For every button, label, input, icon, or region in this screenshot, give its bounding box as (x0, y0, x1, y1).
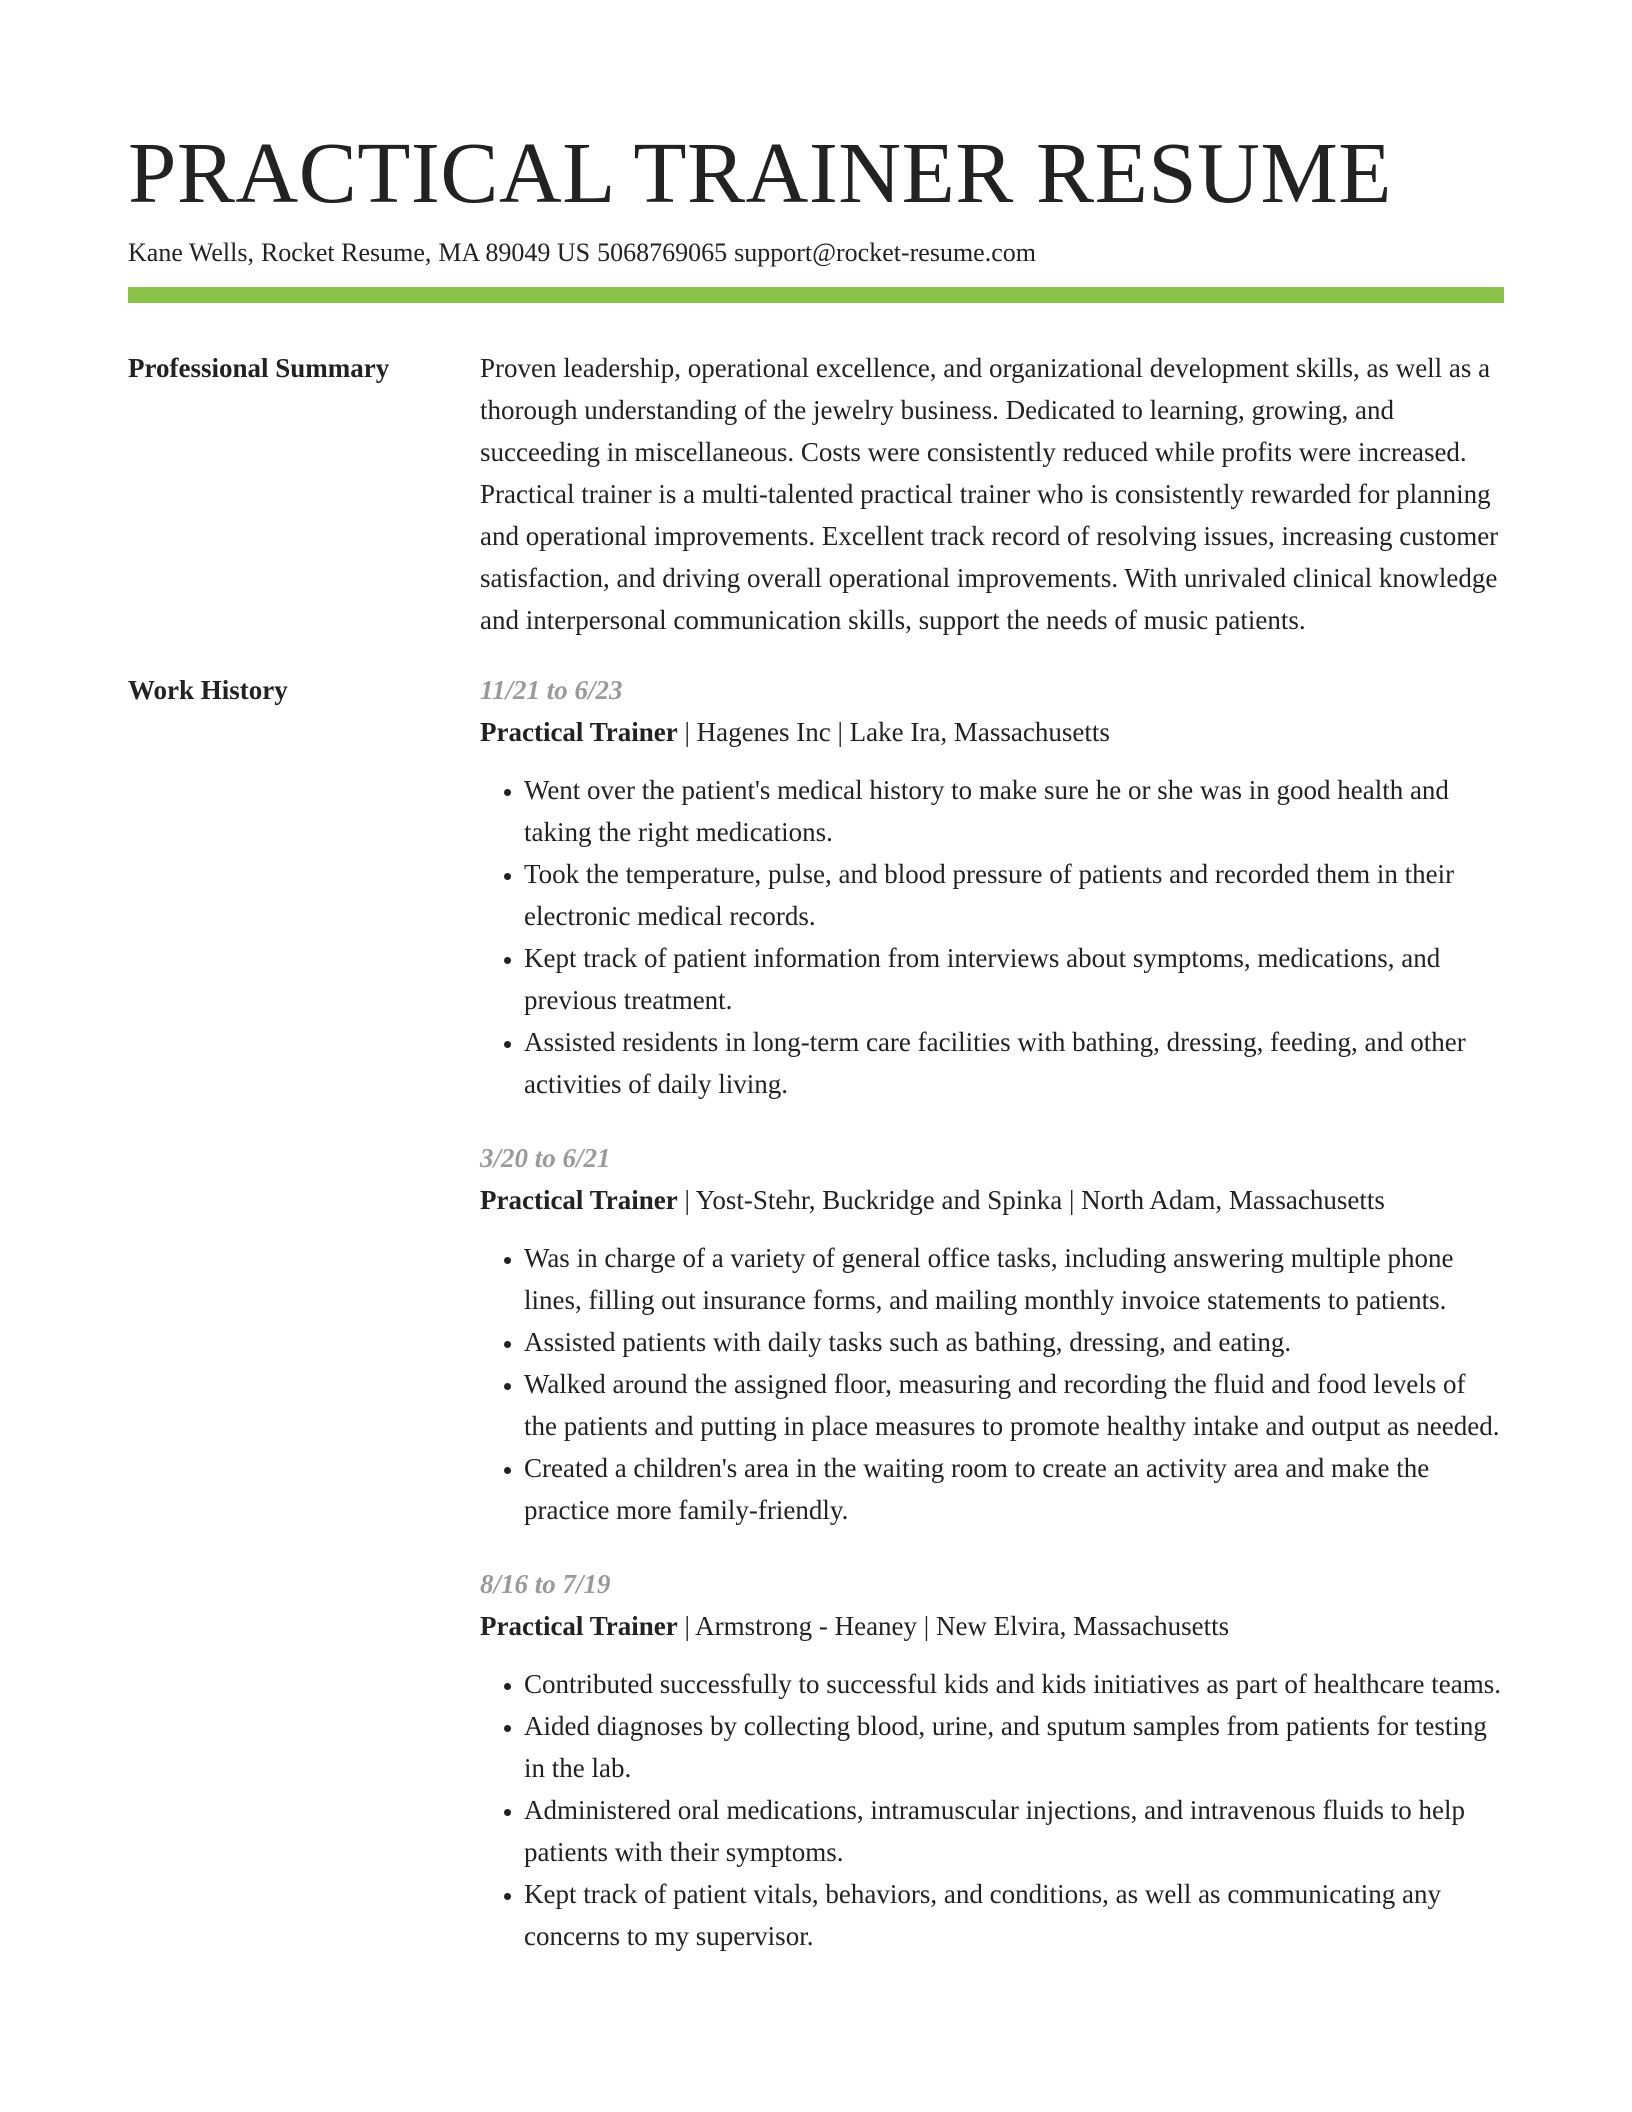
work-history-section (128, 673, 1504, 1989)
job-entry (480, 1563, 1504, 1957)
job-dates: 11/21 to 6/23 (480, 675, 623, 705)
job-bullet: • Was in charge of a variety of general office tasks, including answering multiple phone lines, filling out insurance forms, and mailing monthly invoice statements to patients. (524, 1237, 1504, 1321)
job-dates: 8/16 to 7/19 (480, 1569, 611, 1599)
job-bullet: • Contributed successfully to successful kids and kids initiatives as part of healthcare teams. (524, 1663, 1504, 1705)
job-bullet: • Went over the patient's medical history to make sure he or she was in good health and taking the right medications. (524, 769, 1504, 853)
job-bullet: • Took the temperature, pulse, and blood pressure of patients and recorded them in their electronic medical records. (524, 853, 1504, 937)
job-role: Practical Trainer (480, 717, 678, 747)
job-role: Practical Trainer (480, 1611, 678, 1641)
contact-company: Rocket Resume, (260, 238, 432, 267)
job-bullet: • Kept track of patient vitals, behaviors, and conditions, as well as communicating any concerns to my supervisor. (524, 1873, 1504, 1957)
resume-page (128, 0, 1504, 1989)
job-bullet: • Walked around the assigned floor, measuring and recording the fluid and food levels of the patients and putting in place measures to promote healthy intake and output as needed. (524, 1363, 1504, 1447)
job-role: Practical Trainer (480, 1185, 678, 1215)
job-bullet: • Aided diagnoses by collecting blood, urine, and sputum samples from patients for testing in the lab. (524, 1705, 1504, 1789)
job-bullet: • Assisted residents in long-term care facilities with bathing, dressing, feeding, and other activities of daily living. (524, 1021, 1504, 1105)
job-bullets (480, 1663, 1504, 1957)
contact-line (128, 236, 1504, 270)
resume-title: PRACTICAL TRAINER RESUME (128, 124, 1392, 221)
job-details: | Hagenes Inc | Lake Ira, Massachusetts (677, 717, 1110, 747)
job-bullet: • Created a children's area in the waiting room to create an activity area and make the practice more family-friendly. (524, 1447, 1504, 1531)
job-title-line (480, 711, 1504, 753)
contact-name: Kane Wells, (128, 238, 254, 267)
job-title-line (480, 1605, 1504, 1647)
job-dates: 3/20 to 6/21 (480, 1143, 611, 1173)
summary-text: Proven leadership, operational excellence, and organizational development skills, as well as a thorough understanding of the jewelry business. Dedicated to learning, growing, and succeeding in miscellaneous. Costs were consistently reduced while profits were increased. Practical trainer is a multi-talented practical trainer who is consistently rewarded for planning and operational improvements. Excellent track record of resolving issues, increasing customer satisfaction, and driving overall operational improvements. With unrivaled clinical knowledge and interpersonal communication skills, support the needs of music patients. (480, 353, 1499, 635)
contact-email: support@rocket-resume.com (734, 238, 1036, 267)
summary-section (128, 351, 1504, 641)
job-title-line (480, 1179, 1504, 1221)
job-bullet: • Assisted patients with daily tasks such as bathing, dressing, and eating. (524, 1321, 1504, 1363)
contact-location: MA 89049 US (438, 238, 591, 267)
work-history-label: Work History (128, 675, 288, 705)
contact-phone: 5068769065 (597, 238, 728, 267)
job-entry (480, 1137, 1504, 1531)
job-bullets (480, 769, 1504, 1105)
job-bullet: • Kept track of patient information from interviews about symptoms, medications, and previous treatment. (524, 937, 1504, 1021)
job-bullet: • Administered oral medications, intramuscular injections, and intravenous fluids to help patients with their symptoms. (524, 1789, 1504, 1873)
summary-label: Professional Summary (128, 353, 390, 383)
job-details: | Armstrong - Heaney | New Elvira, Massachusetts (677, 1611, 1230, 1641)
job-details: | Yost-Stehr, Buckridge and Spinka | North Adam, Massachusetts (677, 1185, 1385, 1215)
job-bullets (480, 1237, 1504, 1531)
job-entry (480, 669, 1504, 1105)
accent-divider (128, 287, 1504, 303)
